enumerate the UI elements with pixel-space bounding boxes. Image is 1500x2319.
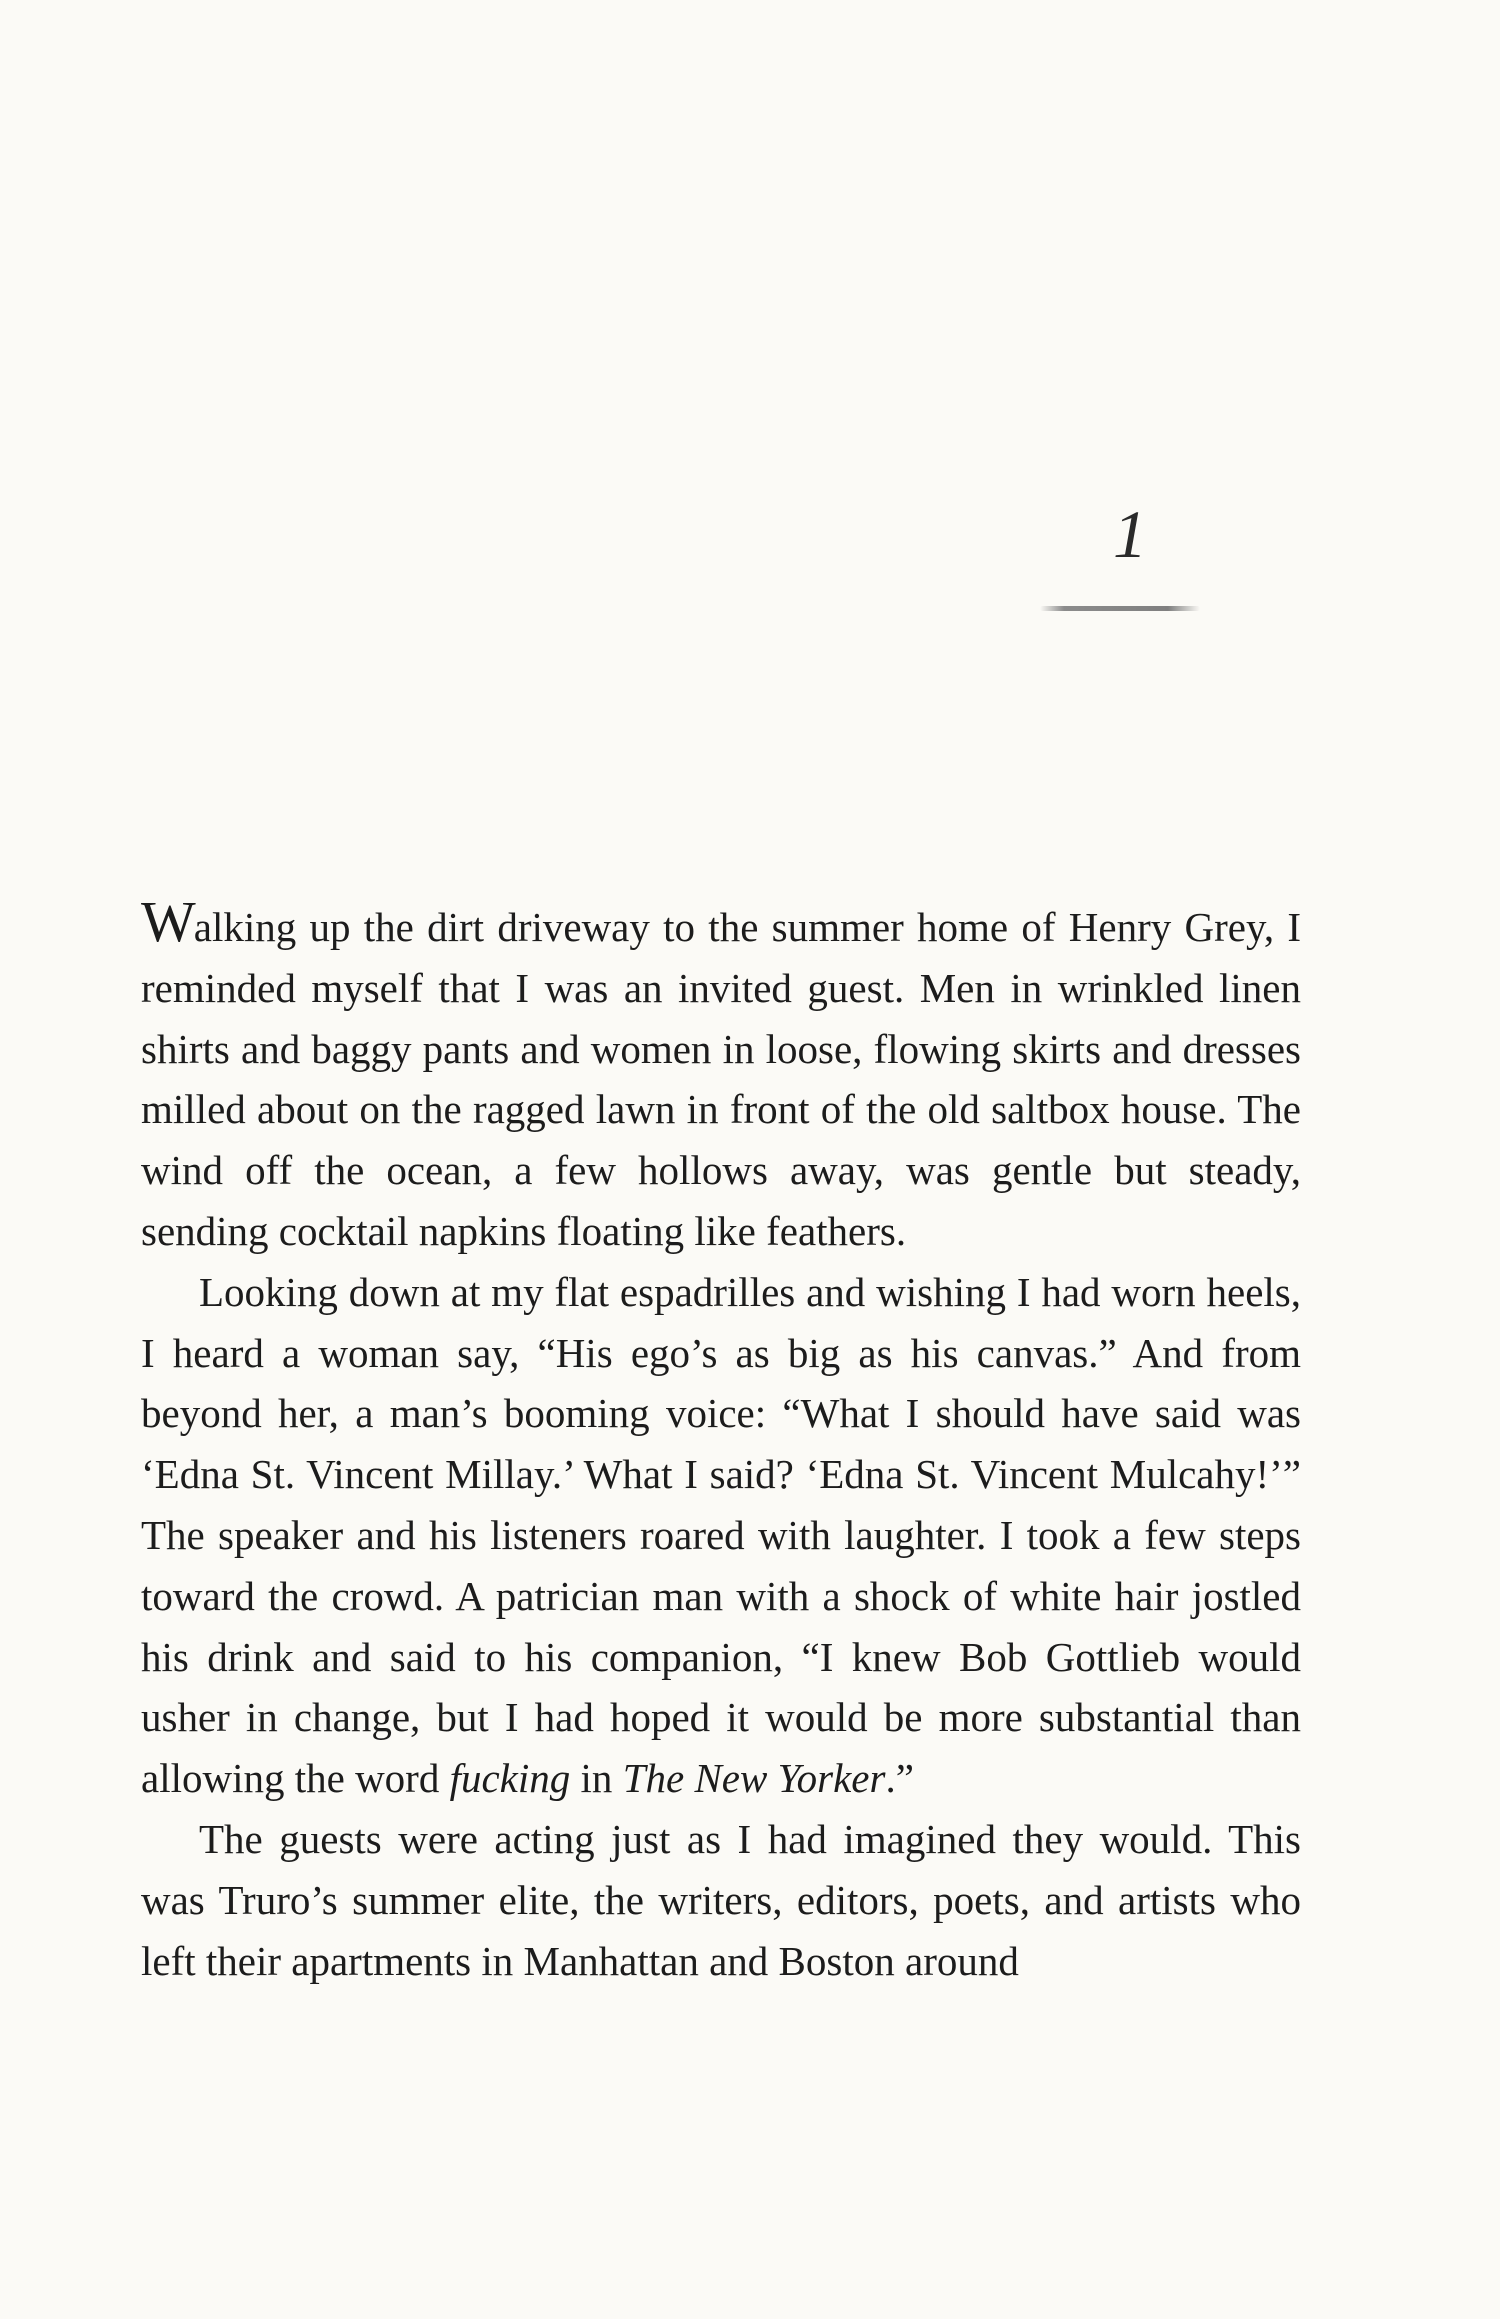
paragraph-2-text: Looking down at my flat espadrilles and wishing I had worn heels, I heard a woman say, “His ego’s as big as his canvas.” And from beyond her, a man’s booming voice: “What I should have said was ‘Edna St. Vincent Millay.’ What I said? ‘Edna St. Vincent Mulcahy!’” The speaker and his listeners roared with laughter. I took a few steps toward the crowd. A patrician man with a shock of white hair jostled his drink and said to his companion, “I knew Bob Gottlieb would usher in change, but I had hoped it would be more substantial than allowing the word bbox=[141, 1268, 1301, 1802]
body-text bbox=[141, 889, 1301, 1991]
paragraph-1-text: alking up the dirt driveway to the summer home of Henry Grey, I reminded myself that I was an invited guest. Men in wrinkled linen shirts and baggy pants and women in loose, flowing skirts and dresses milled about on the ragged lawn in front of the old saltbox house. The wind off the ocean, a few hollows away, was gentle but steady, sending cocktail napkins floating like feathers. bbox=[141, 904, 1301, 1254]
italic-word-fucking: fucking bbox=[449, 1755, 571, 1802]
paragraph-3-text: The guests were acting just as I had imagined they would. This was Truro’s summer elite, the writers, editors, poets, and artists who left their apartments in Manhattan and Boston around bbox=[141, 1815, 1301, 1984]
chapter-rule bbox=[1040, 606, 1200, 611]
chapter-number: 1 bbox=[1113, 496, 1147, 572]
drop-cap-letter: W bbox=[141, 889, 194, 954]
paragraph-2-text-end: .” bbox=[885, 1755, 914, 1802]
paragraph-3 bbox=[141, 1809, 1301, 1991]
paragraph-2 bbox=[141, 1262, 1301, 1809]
italic-title-the-new-yorker: The New Yorker bbox=[622, 1755, 886, 1802]
paragraph-1 bbox=[141, 889, 1301, 1262]
paragraph-2-text-in: in bbox=[570, 1755, 623, 1802]
